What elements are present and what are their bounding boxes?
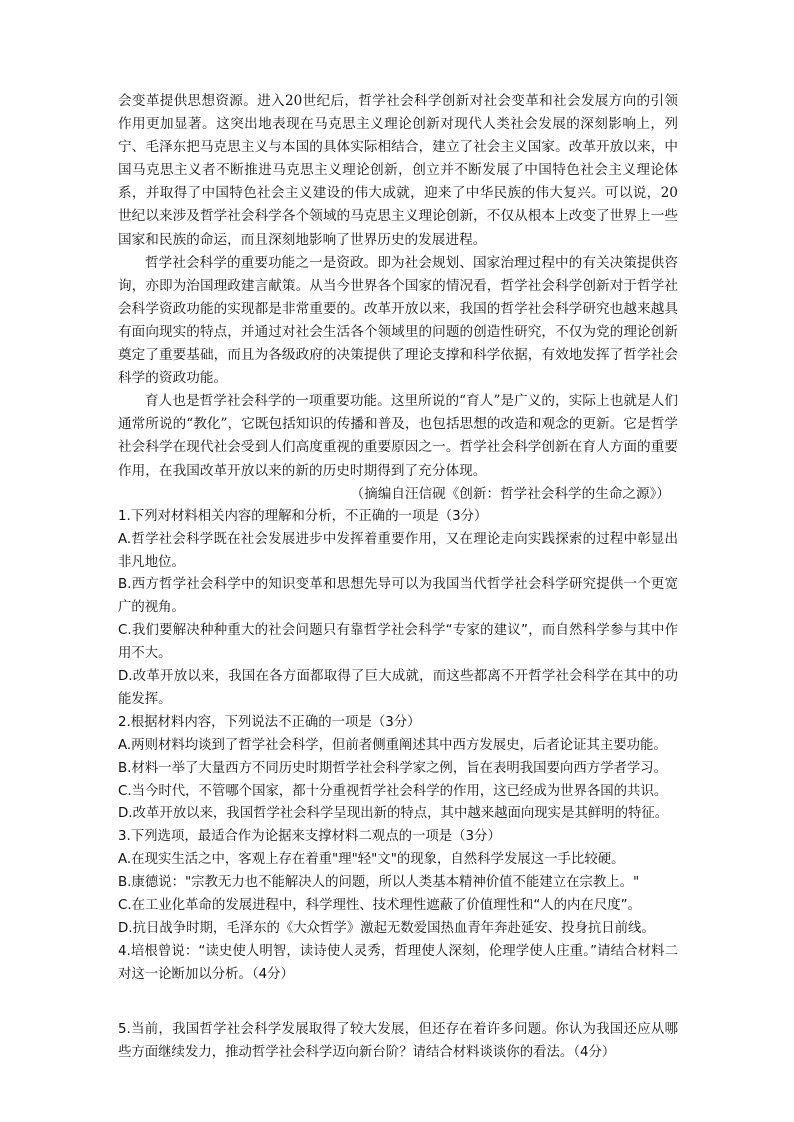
question-3-option-a: A.在现实生活之中，客观上存在着重"理"轻"文"的现象，自然科学发展这一手比较硬。 [118, 852, 625, 868]
question-3-option-c: C.在工业化革命的发展进程中，科学理性、技术理性遮蔽了价值理性和“人的内在尺度”。 [118, 898, 641, 914]
question-3-option-b: B.康德说："宗教无力也不能解决人的问题，所以人类基本精神价值不能建立在宗教上。" [118, 875, 640, 891]
question-2-stem: 2.根据材料内容，下列说法不正确的一项是（3分） [118, 714, 421, 730]
passage-paragraph-1: 会变革提供思想资源。进入20世纪后，哲学社会科学创新对社会变革和社会发展方向的引领作用更加显著。这突出地表现在马克思主义理论创新对现代人类社会发展的深刻影响上，列宁、毛泽东把马克思主义与本国的具体实际相结合，建立了社会主义国家。改革开放以来，中国马克思主义者不断推进马克思主义理论创新，创立并不断发展了中国特色社会主义理论体系，并取得了中国特色社会主义建设的伟大成就，迎来了中华民族的伟大复兴。可以说，20世纪以来涉及哲学社会科学各个领域的马克思主义理论创新，不仅从根本上改变了世界上一些国家和民族的命运，而且深刻地影响了世界历史的发展进程。 [118, 93, 678, 248]
question-2 [118, 712, 678, 827]
answer-space [118, 987, 678, 1019]
question-1-stem: 1.下列对材料相关内容的理解和分析，不正确的一项是（3分） [118, 508, 488, 524]
question-2-option-d: D.改革开放以来，我国哲学社会科学呈现出新的特点，其中越来越面向现实是其鲜明的特征。 [118, 806, 669, 822]
question-1-option-a: A.哲学社会科学既在社会发展进步中发挥着重要作用，又在理论走向实践探索的过程中彰显出非凡地位。 [118, 531, 678, 570]
question-3 [118, 826, 678, 941]
question-1-option-c: C.我们要解决种种重大的社会问题只有靠哲学社会科学“专家的建议”，而自然科学参与其中作用不大。 [118, 623, 678, 662]
question-1-option-d: D.改革开放以来，我国在各方面都取得了巨大成就，而这些都离不开哲学社会科学在其中的功能发挥。 [118, 669, 678, 707]
question-2-option-c: C.当今时代，不管哪个国家，都十分重视哲学社会科学的作用，这已经成为世界各国的共识。 [118, 783, 668, 799]
question-1-option-b: B.西方哲学社会科学中的知识变革和思想先导可以为我国当代哲学社会科学研究提供一个更宽广的视角。 [118, 577, 678, 616]
question-4: 4.培根曾说：“读史使人明智，读诗使人灵秀，哲理使人深刻，伦理学使人庄重。”请结合材料二对这一论断加以分析。（4分） [118, 943, 678, 982]
question-1 [118, 506, 678, 712]
passage-paragraph-2: 哲学社会科学的重要功能之一是资政。即为社会规划、国家治理过程中的有关决策提供咨询，亦即为治国理政建言献策。从当今世界各个国家的情况看，哲学社会科学创新对于哲学社会科学资政功能的实现都是非常重要的。改革开放以来，我国的哲学社会科学研究也越来越具有面向现实的特点，并通过对社会生活各个领域里的问题的创造性研究，不仅为党的理论创新奠定了重要基础，而且为各级政府的决策提供了理论支撑和科学依据，有效地发挥了哲学社会科学的资政功能。 [118, 254, 678, 387]
question-2-option-b: B.材料一举了大量西方不同历史时期哲学社会科学家之例，旨在表明我国要向西方学者学习。 [118, 760, 668, 776]
question-2-option-a: A.两则材料均谈到了哲学社会科学，但前者侧重阐述其中西方发展史，后者论证其主要功能。 [118, 737, 667, 753]
question-5: 5.当前，我国哲学社会科学发展取得了较大发展，但还存在着许多问题。你认为我国还应从哪些方面继续发力，推动哲学社会科学迈向新台阶？请结合材料谈谈你的看法。（4分） [118, 1021, 678, 1060]
document-page [118, 90, 678, 1065]
passage-paragraph-3: 育人也是哲学社会科学的一项重要功能。这里所说的“育人”是广义的，实际上也就是人们通常所说的“教化”，它既包括知识的传播和普及，也包括思想的改造和观念的更新。它是哲学社会科学在现代社会受到人们高度重视的重要原因之一。哲学社会科学创新在育人方面的重要作用，在我国改革开放以来的新的历史时期得到了充分体现。 [118, 393, 678, 479]
passage-source: （摘编自汪信砚《创新：哲学社会科学的生命之源》） [350, 485, 670, 502]
question-3-stem: 3.下列选项，最适合作为论据来支撑材料二观点的一项是（3分） [118, 829, 501, 845]
question-3-option-d: D.抗日战争时期，毛泽东的《大众哲学》激起无数爱国热血青年奔赴延安、投身抗日前线。 [118, 921, 655, 936]
